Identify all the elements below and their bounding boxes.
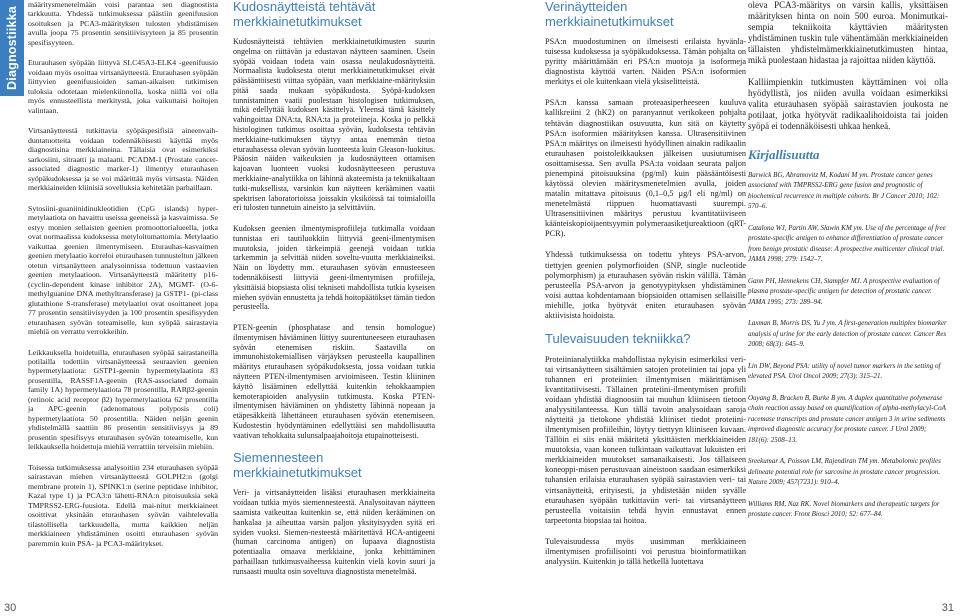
paragraph: määritysmenetelmään voisi parantaa sen diagnostista tarkkuutta. Yhdessä tutkimuksessa päästiin geenifuusion osoituksen ja PCA3-määrityksen tulosten yhdistämisen avulla joopa 75 prosentin sensitiivisyyteen ja 85 prosentin spesifisyyteen. [28,0,218,47]
section-heading: Tulevaisuuden tekniikka? [545,331,691,347]
reference-item: Ouyang B, Bracken B, Burke B ym. A duplex quantitative polymerase chain reaction assay based on quantification of alpha-methylacyl-CoA racemase transcripts and prostate cancer antigen 3 in urine sediments improved diagnostic accuracy for prostate cancer. J Urol 2009; 181(6): 2508–13. [748,393,946,444]
section-tab-label: Diagnostiikka [5,6,19,90]
section-tab [0,0,24,96]
column-3 [545,0,746,578]
paragraph: Virtsanäytteestä tutkittavia syöpäspesifisiä aineenvaih-duntatuotteita voidaan todennäköisesti käyttää myös diagnostisina merkkiaineina. Tällaisia ovat esimerkiksi sarkosiini, sitraatti ja malaatti. PCADM-1 (Prostate cancer-associated diagnostic marker-1) ilmentyy eturauhasen syöpäkudoksessa ja se voi määrittää myös virtsasta. Näiden merkkiaineiden kliinisiä sovelluksia kehitetään parhaillaan. [28,126,218,193]
reference-item: Gann PH, Hennekens CH, Stampfer MJ. A prospective evaluation of plasma prostate-specific antigen for detection of prostatic cancer. JAMA 1995; 273: 289–94. [748,276,940,306]
paragraph: PSA:n muodostuminen on ilmeisesti erilaista hyvänla-tuisessa kudoksessa ja syöpäkudoksessa. Tämän pohjalta on pyritty määrittämään eri PSA:n muotoja ja isoformeja diagnostista käyttöä varten. Näiden PSA:n isoformien merkitys ei ole kuitenkaan vielä yksiselitteistä. [545,37,746,87]
section-heading: Kudosnäytteistä tehtävät merkkiainetutkimukset [233,0,376,29]
paragraph: Toisessa tutkimuksessa analysoitiin 234 eturauhasen syöpää sairastavan miehen virtsanäytteestä GOLPH2:n (golgi membrane protein 1), SPINK1:n (serine peptidase inhibitor, Kazal type 1) ja PCA3:n lähetti-RNA:n pitoisuuksia sekä TMPRSS2-ERG-fuusiota. Edellä mai-nitut merkkiaineet osoittivat yksinään eturauhasen syövän vaihtelevalla tilastollisella tarkkuudella, mutta kaikkien neljän merkkiaineen yhdistäminen osoitti eturauhasen syövän paremmin kuin PSA- ja PCA3-määritykset. [28,462,218,548]
reference-item: Sreekumar A, Poisson LM, Rajendiran TM ym. Metabolomic profiles delineate potential role for sarcosine in prostate cancer progression. Nature 2009; 457(7231): 910–4. [748,457,941,487]
reference-item: Barwick BG, Abramovitz M, Kodani M ym. Prostate cancer genes associated with TMPRSS2-ERG gene fusion and prognostic of biochemical recurrence in multiple cohorts. Br J Cancer 2010; 102: 570–6. [748,170,940,211]
reference-item: Laxman B, Morris DS, Yu J ym. A first-generation multiplex biomarker analysis of urine for the early detection of prostate cancer. Cancer Res 2008; 68(3): 645–9. [748,319,947,349]
column-2 [233,0,435,588]
column-4 [748,0,948,531]
page-number-left: 30 [4,602,17,614]
reference-item: Lin DW, Beyond PSA: utility of novel tumor markers in the setting of elevated PSA. Urol Oncol 2009; 27(3): 315–21. [748,361,941,381]
references-heading: Kirjallisuutta [748,146,820,162]
paragraph: Sytosiini-guaniinidinukleotidien (CpG islands) hyper-metylaatiota on havaittu useissa geeneissä ja kasvaimissa. Se estyy monien sellaisten geenien promoottorialueella, jotka ovat normaalissa kudoksessa metyloitumattomia. Metylaatio vaikuttaa geenien ilmentymiseen. Eturauhas-kasvaimen geenien metylaatio korreloi eturauhasen tunnusteltun jälkeen otetun virtsanäytteen analysoinnissa todettuun vastaavien geenien metylaatioon. Virtsanäytteestä määritetty p16- (cyclin-dependent kinase inhibitor 2A), MGMT- (O-6-methylguanine DNA methyltransferase) ja GSTP1- (pi-class glutathione S-transferase) metylaatiot ovat osoittaneet jopa 77 prosentin sensitiivisyyden ja 100 prosentin spesifisyyden eturauhasen syövän toteamiselle, kun syöpää sairastavia miehiä on verrattu verrokkeihin. [28,203,218,337]
paragraph: Tulevaisuudessa myös uusimman merkkiaineen ilmentymisen profiilisointi voi perustua bioinformatiikan analyysiin. Kuitenkin jo tällä hetkellä luotettava [545,536,746,567]
column-1 [28,0,218,559]
paragraph: Proteiinianalytiikka mahdollistaa nykyisin esimerkiksi veri- tai virtsanäytteen sisältämien satojen proteiinien tai jopa yli tuhannen eri proteiinien ilmentymisen määrittämisen kvantitatiivisesti. Tällainen proteiini-ilmentymisen profiili voidaan yhdistää diagnoosiin tai muuhun kliiniseen tietoon analyysitilanteessa. Kun tällä tavoin analysoidaan saroja näytteitä ja tietokone yhdistää kliiniset tiedot proteiini-ilmentymisen profiileihin, löytyy tiettyyn kliiniseen kuvaan. Tällöin ei siis enää määritetä yksittäisten merkkiaineiden muutoksia, vaan koneen tulkintaan vaikuttavat lukuisten eri merkkiaineiden muutokset samanaikaisesti. Jos tällaiseen koneoppi-misen perustuvaan aineistoon saadaan esimerkiksi tuhansien erilaisia eturauhasen syöpää sairastavien veri- tai virtsanäytteitä, erityisesti, ja yhdistetään niiden syvälle eturauhasen syöpään tutkittaviin veri- tai virtsanäytteen perusteella voitaisiin tehdä hyvin ennustavat ennen tarpeetonta biopsiaa tai hoitoa. [545,354,746,525]
paragraph: Eturauhasen syöpään liittyvä SLC45A3-ELK4 -geenifuusio voidaan myös osoittaa virtsanäytteestä. Eturauhasen syöpään liittyvien geenifuusioiden saman-aikaisen tutkimisen tuloksia odotetaan mielenkiinnolla, koska niillä voi olla myös ennusteellista merkitystä, joka vaikuttaisi hoitojen valintaan. [28,58,218,115]
paragraph: Kudosnäytteistä tehtävien merkkiainetutkimusten suurin ongelma on riittävän ja edustavan näytteen saaminen. Usein syöpää voidaan todeta vain osassa neulakudosnäytteitä. Normaalista kudoksesta otetut merkkiainetutkimukset eivät pääsääntöisesti viittaa syöpään, vaan merkkiaine-määrityksiin pitää saada mukaan syöpäkudosta. Syöpä-kudoksen tunnistaminen vaatii puolestaan histologisen tutkimuksen, mikä edellyttää kudoksen käsittelyä. Yleensä tämä käsittely vahingoittaa DNA:ta, RNA:ta ja proteiineja. Koska jo pelkkä histologinen tutkimus osoittaa syövän, kudoksesta tehtävän merkkiaine-tutkimuksen täytyy antaa enemmän tietoa eturauhasessa olevan syövän luonteesta kuin Gleason-luokitus. Pääosin näiden vaikeuksien ja kudosnäytteen ottamisen kajoavan luonteen vuoksi kudosnäytteeseen perustuva merkkiaine-analytiikka on lähinnä akateemista ja tekniikaltaan tutki-muksellista, varsinkin kun näytteen kerääminen vaatii spektrisen laboratorioissa joissakin yksiköissä tai toimialoilla eri tulosten tunnetuin aineisto ja selvittäviin. [233,37,435,213]
section-heading: Verinäytteiden merkkiainetutkimukset [545,0,674,29]
paragraph: Leikkauksella hoidetuilla, eturauhasen syöpää sairastaneilla potilailla todettiin virtsanäytteessä seuraavien geenien hypermetylaatiota: GSTP1-geenin hypermetylaatiota 83 prosentilla, RASSF1A-geenin (RAS-associated domain family 1A) hypermetylaatiota 78 prosentilla, RARβ2-geenin (retinoic acid receptor β2) hypermetylaatiota 62 prosentilla ja APC-geenin (adenomatous polyposis coli) hypermetylaatiota 50 prosentilla. Näiden neljän geenin yhdistelmällä saattiin 86 prosentin sensitiivisyys ja 89 prosentin spesifisyys eturauhasen syövän toteamiselle, kun leikkauksella hoidettuja miehiä verrattiin terveisiin miehiin. [28,347,218,452]
paragraph: Yhdessä tutkimuksessa on todettu yhteys PSA-arvon, tiettyjen geenien polymorfioiden (SNP, single nucleotide polymorphism) ja eturauhasen syövän riskin välillä. Tämän perusteella PSA-arvon ja genotyypityksen yhdistäminen voisi auttaa kohdentamaan biopsioiden ottamisen sellaisille miehille, jotka hyötyvät eniten eturauhasen syövän aktiivisista hoidoista. [545,250,746,320]
page-number-right: 31 [941,602,954,614]
reference-item: Williams RM, Naz RK. Novel biomarkers and therapeutic targets for prostate cancer. Front Biosci 2010; S2: 677–84. [748,499,940,519]
section-heading: Siemennesteen merkkiainetutkimukset [233,450,362,480]
paragraph: oleva PCA3-määritys on varsin kallis, yksittäisen määrityksen hinta on noin 500 euroa. Monimutkai-sempia tekniikoita käyttävien määritysten yhdistäminen tuskin tule vähentämään merkkiaineiden tällaisten yhdistelmämerkkiainetutkimusten hintaa, mikä puolestaan hidastaa ja rajoittaa niiden käyttöä. [748,0,948,66]
paragraph: Veri- ja virtsanäytteiden lisäksi eturauhasen merkkiaineita voidaan tutkia myös siemennesteestä. Analysoitavan näytteen saamista vaikeuttaa kuitenkin se, että niiden kerääminen on hankalaa ja aiheuttaa varsin paljon yksityisyyden syitä eri syiden vuoksi. Siemen-nesteestä määritettävä HCA-antigeeni (human carcinoma antigen) on lupaava diagnostista potentiaalia omaava merkkiaine, jonka kehittäminen parhaillaan tutkimusvaiheessa kuitenkin vielä kovin suuri ja runsaasti muulta osin soveltuva diagnostista menetelmää. [233,488,435,576]
paragraph: Kudoksen geenien ilmentymisprofiileja tutkimalla voidaan tunnistaa eri tautiluokkiin liittyviä geeni-ilmentymisen muutoksia, joiden tärkeimpiä geenejä voidaan tutkia tarkemmin ja selvittää niiden soveltu-vuutta merkkiaineiksi. Näin on löydetty mm. eturauhasen syövän ennusteeseen todennäköisesti liittyviä geeni-ilmentymisen profiileja, yksittäisiä biopsiasta olisi tekniseti mahdollista tutkia kyseisen miehen syövän ennustetta ja tehdä hoitopäätökset tämän tiedon perusteella. [233,224,435,312]
reference-item: Catalona WJ, Partin AW, Slawin KM ym. Use of the percentage of free prostate-specific antigen to enhance differentiation of prostate cancer from benign prostatic disease: A prospective multicenter clinical trial. JAMA 1998; 279: 1542–7. [748,223,946,264]
paragraph: PTEN-geenin (phosphatase and tensin homologue) ilmentymisen häviäminen liittyy suurentuneeseen eturauhasen syövän etenemisen riskiin. Saatavilla on immunohistokemiallisen värjäyksen perusteella kaupallinen määritys eturauhasen syöpäkudoksesta, jossa voidaan tutkia näytteen PTEN-ilmentymisen arvioimiseen. Testin kliininen käyttö lisääminen edellyttää kuitenkin tehokkaampien kemoterapioiden analyysiin tutkimusta. Koska PTEN-ilmentymisen häviäminen on yhdistetty lähinnä nopeaan ja etäpesäkkeitä lähettäneen eturauhasen syövän etenemiseen. Kudostestin hyödyntäminen edellyttäisi sen mahdollisuutta vaativan tehokkaita sulunsalpaajahoitoja etupainotteisesti. [233,323,435,440]
paragraph: PSA:n kanssa samaan proteaasiperheeseen kuuluva kallikreiini 2 (hK2) on paranyannut verikokeen pohjalta tehtävän diagnostiikan osuvuutta, kun sitä on käytetty PSA:n isoformien määrityksen kanssa. Ultrasensitiivinen PSA:n määritys on ilmeisesti hyödyllinen ainakin radikaalin eturauhasen poistoleikkauksen jälkeisen uusiutumisen osoittamisessa. Sen avulla PSA:ta voidaan seurata paljon pienempinä pitoisuuksina (pg/ml) kuin pääsääntöisesti käytössä olevien määritysmenetelmien avulla, joiden matalin mitattava pitoisuus (0,1–0,5 μg/l eli ng/ml) on menetelmästä riippuen huomattavasti suurempi. Ultrasensitiivinen määritys perustuu kvantitatiiviseen käänteiskopioijaentsyymin polymeraasiketjureaktioon (qRT-PCR). [545,98,746,239]
paragraph: Kalliimpienkin tutkimusten käyttäminen voi olla hyödyllistä, jos niiden avulla voidaan esimerkiksi valita eturauhasen syöpää sairastavien joukosta ne potilaat, jotka hyötyvät radikaalihoidoista tai joiden syöpä ei todennäköisesti uhkaa henkeä. [748,77,948,132]
